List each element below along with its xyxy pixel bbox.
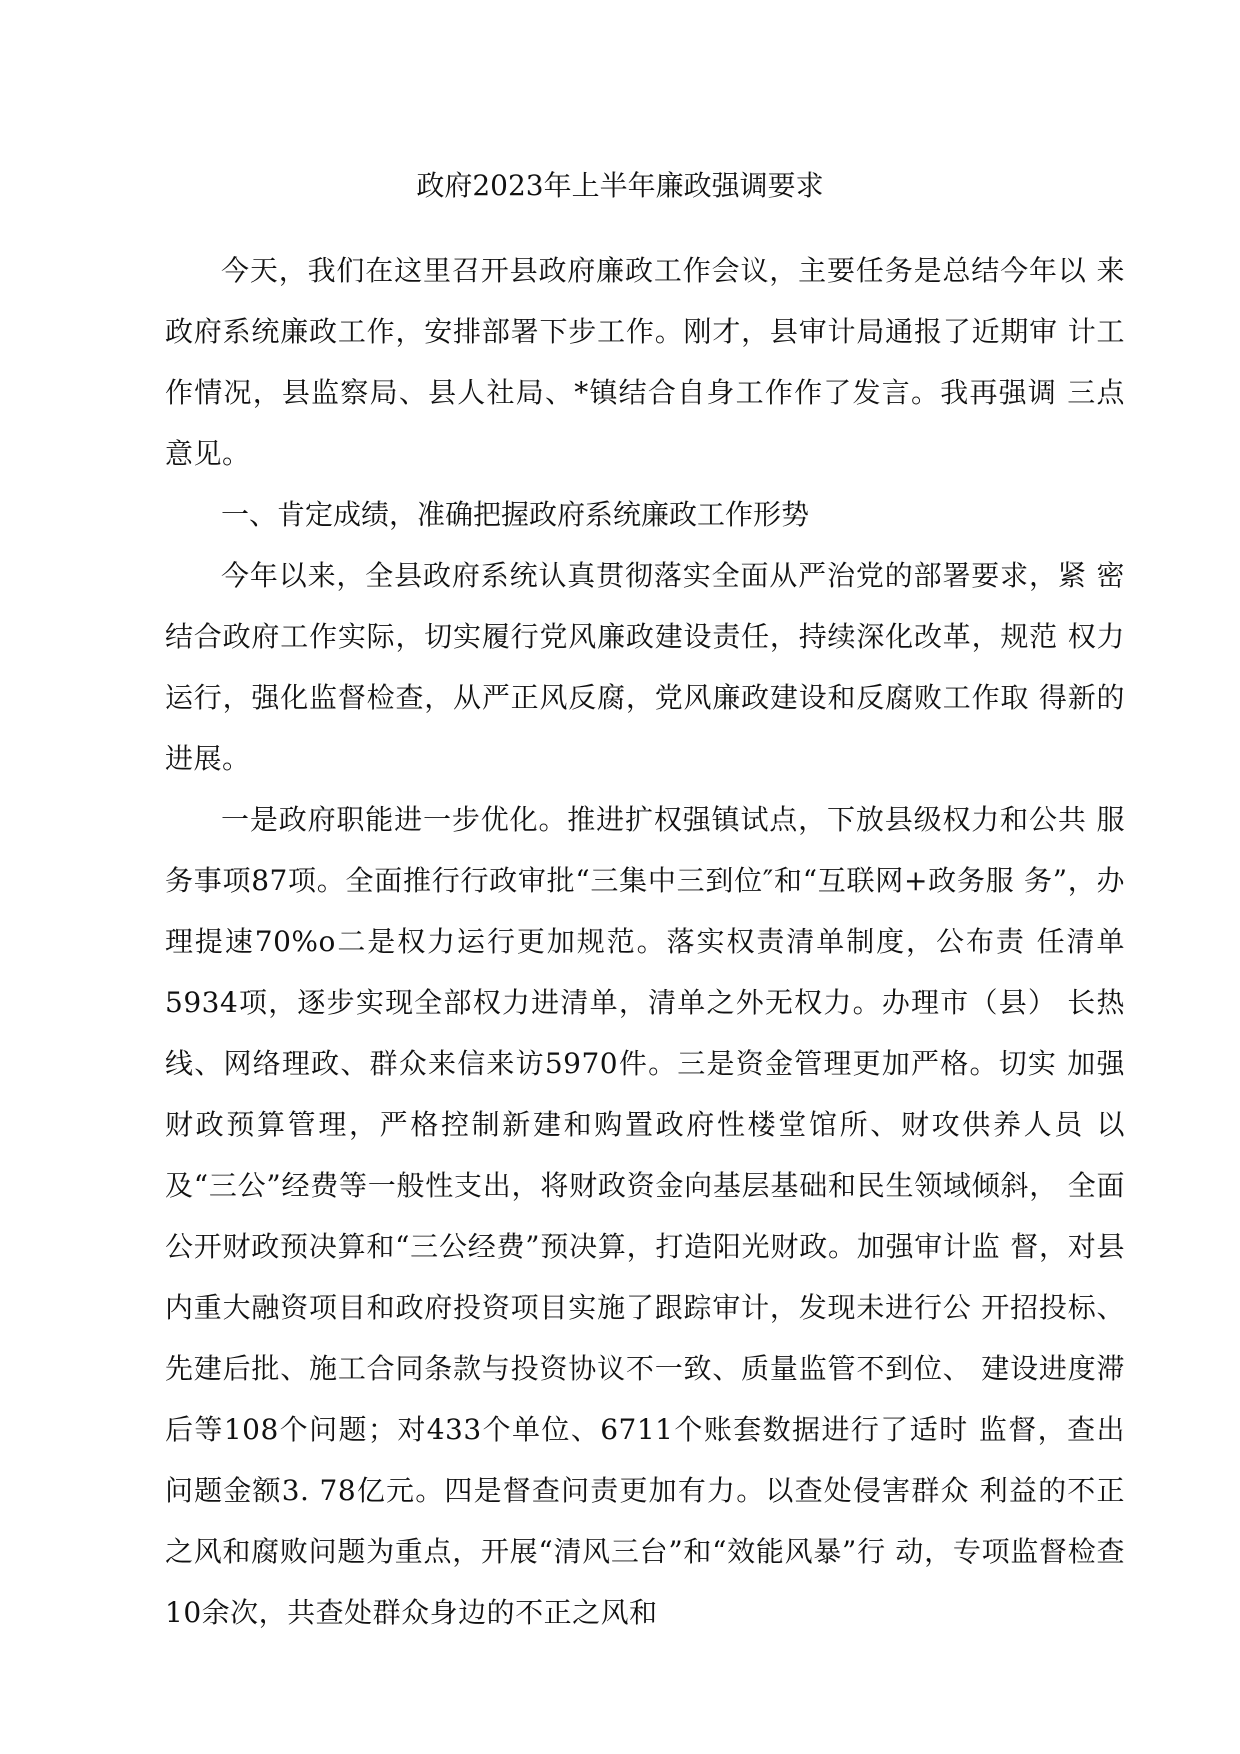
paragraph-overview: 今年以来，全县政府系统认真贯彻落实全面从严治党的部署要求，紧 密结合政府工作实际，切实履行党风廉政建设责任，持续深化改革，规范 权力运行，强化监督检查，从严正风反腐，党风廉政建设和反腐败工作取 得新的进展。 [165, 559, 1125, 775]
paragraph-intro: 今天，我们在这里召开县政府廉政工作会议，主要任务是总结今年以 来政府系统廉政工作，安排部署下步工作。刚才，县审计局通报了近期审 计工作情况，县监察局、县人社局、*镇结合自身工作作了发言。我再强调 三点意见。 [165, 254, 1125, 470]
document-body [165, 240, 1125, 1643]
document-title: 政府2023年上半年廉政强调要求 [416, 169, 824, 202]
section-heading-1: 一、肯定成绩，准确把握政府系统廉政工作形势 [221, 498, 810, 531]
paragraph-achievements: 一是政府职能进一步优化。推进扩权强镇试点，下放县级权力和公共 服务事项87项。全面推行行政审批“三集中三到位″和“互联网+政务服 务”，办理提速70%o二是权力运行更加规范。落实权责清单制度，公布责 任清单5934项，逐步实现全部权力进清单，清单之外无权力。办理市（县） 长热线、网络理政、群众来信来访5970件。三是资金管理更加严格。切实 加强财政预算管理，严格控制新建和购置政府性楼堂馆所、财攻供养人员 以及“三公”经费等一般性支出，将财政资金向基层基础和民生领域倾斜， 全面公开财政预决算和“三公经费”预决算，打造阳光财政。加强审计监 督，对县内重大融资项目和政府投资项目实施了跟踪审计，发现未进行公 开招投标、先建后批、施工合同条款与投资协议不一致、质量监管不到位、 建设进度滞后等108个问题；对433个单位、6711个账套数据进行了适时 监督，查出问题金额3. 78亿元。四是督查问责更加有力。以查处侵害群众 利益的不正之风和腐败问题为重点，开展“清风三台”和“效能风暴”行 动，专项监督检查10余次，共查处群众身边的不正之风和 [165, 803, 1125, 1629]
